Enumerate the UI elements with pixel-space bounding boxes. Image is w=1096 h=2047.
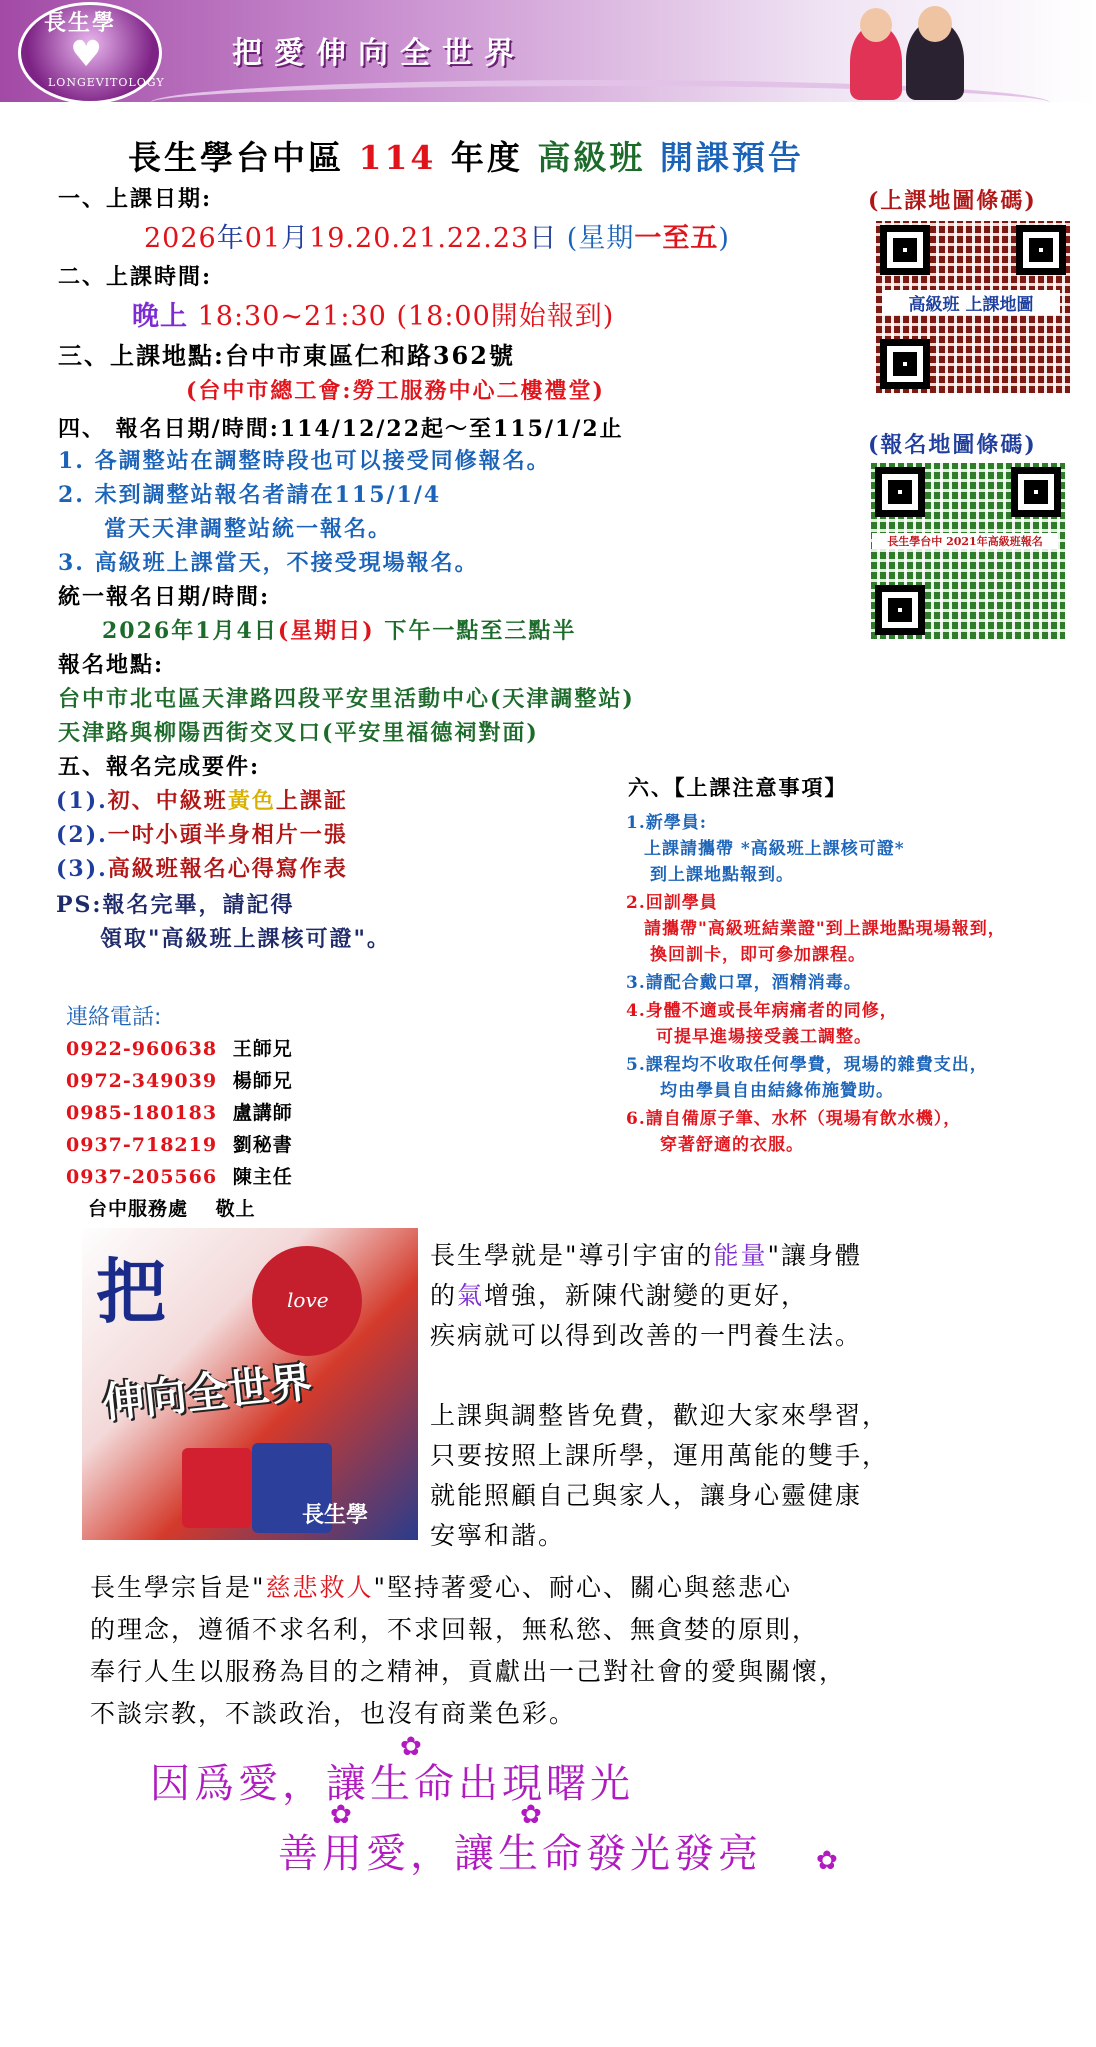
intro-line-3: 疾病就可以得到改善的一門養生法。 <box>430 1321 863 1350</box>
section-signup-heading: 四、 報名日期/時間:114/12/22起～至115/1/2止 <box>58 416 624 442</box>
signup-item-2b: 當天天津調整站統一報名。 <box>104 516 393 542</box>
requirement-2: (2).一吋小頭半身相片一張 <box>56 822 348 848</box>
note-1c: 到上課地點報到。 <box>650 865 794 885</box>
unified-signup-time: 2026年1月4日(星期日) 下午一點至三點半 <box>102 618 577 644</box>
contact-row: 0985-180183 盧講師 <box>66 1102 293 1124</box>
map-qr-heading: (上課地圖條碼) <box>868 188 1037 214</box>
logo-title: 長生學 <box>44 10 117 36</box>
signup-place-1: 台中市北屯區天津路四段平安里活動中心(天津調整站) <box>58 686 635 712</box>
candle-icon <box>182 1448 252 1528</box>
flower-icon: ✿ <box>400 1732 422 1762</box>
note-2c: 換回訓卡，即可參加課程。 <box>650 945 866 965</box>
signup-item-1: 1. 各調整站在調整時段也可以接受同修報名。 <box>58 448 551 474</box>
contact-row: 0937-205566 陳主任 <box>66 1166 293 1188</box>
intro-line-6: 就能照顧自己與家人，讓身心靈健康 <box>430 1481 863 1510</box>
love-char: 把 <box>96 1250 166 1333</box>
note-6b: 穿著舒適的衣服。 <box>660 1135 804 1155</box>
flower-icon: ✿ <box>330 1800 352 1830</box>
class-time: 晚上 18:30~21:30 (18:00開始報到) <box>132 301 615 332</box>
intro-line-7: 安寧和諧。 <box>430 1521 566 1550</box>
contacts-heading: 連絡電話: <box>66 1005 162 1030</box>
mission-line-4: 不談宗教，不談政治，也沒有商業色彩。 <box>90 1699 577 1728</box>
intro-line-4: 上課與調整皆免費，歡迎大家來學習， <box>430 1401 890 1430</box>
signup-qr-code[interactable] <box>868 460 1068 642</box>
note-6: 6.請自備原子筆、水杯（現場有飲水機）， <box>626 1109 962 1129</box>
logo-subtitle: LONGEVITOLOGY <box>48 76 165 89</box>
section-date-heading: 一、上課日期: <box>58 186 213 212</box>
signup-item-2: 2. 未到調整站報名者請在115/1/4 <box>58 482 442 508</box>
section-venue-heading: 三、上課地點:台中市東區仁和路362號 <box>58 341 515 370</box>
signup-qr-heading: (報名地圖條碼) <box>868 432 1037 458</box>
unified-signup-heading: 統一報名日期/時間: <box>58 584 271 610</box>
ps-note-1: PS:報名完畢，請記得 <box>56 892 295 918</box>
signup-place-heading: 報名地點: <box>58 652 165 678</box>
qr-finder-icon <box>880 225 930 275</box>
note-4: 4.身體不適或長年病痛者的同修， <box>626 1001 898 1021</box>
note-3: 3.請配合戴口罩，酒精消毒。 <box>626 973 862 993</box>
qr-finder-icon <box>1016 225 1066 275</box>
section-requirements-heading: 五、報名完成要件: <box>58 754 261 780</box>
qr-finder-icon <box>875 585 925 635</box>
requirement-1: (1).初、中級班黃色上課証 <box>56 788 348 814</box>
qr-finder-icon <box>1011 467 1061 517</box>
slogan-line-2: 善用愛，讓生命發光發亮 <box>278 1831 762 1877</box>
map-qr-label: 高級班 上課地圖 <box>882 290 1060 315</box>
venue-detail: (台中市總工會:勞工服務中心二樓禮堂) <box>186 378 605 404</box>
note-4b: 可提早進場接受義工調整。 <box>656 1027 872 1047</box>
signup-place-2: 天津路與柳陽西街交叉口(平安里福德祠對面) <box>58 720 539 746</box>
mission-line-3: 奉行人生以服務為目的之精神，貢獻出一己對社會的愛與關懷， <box>90 1657 847 1686</box>
love-illustration <box>82 1228 418 1540</box>
contact-row: 0937-718219 劉秘書 <box>66 1134 293 1156</box>
intro-line-5: 只要按照上課所學，運用萬能的雙手， <box>430 1441 890 1470</box>
section-notes-heading: 六、【上課注意事項】 <box>628 775 848 800</box>
heart-icon: ♥ <box>70 34 103 75</box>
slogan-line-1: 因爲愛，讓生命出現曙光 <box>150 1761 634 1807</box>
note-5b: 均由學員自由結緣佈施贊助。 <box>660 1081 894 1101</box>
love-word: love <box>287 1288 329 1312</box>
banner-slogan: 把愛伸向全世界 <box>232 36 526 71</box>
qr-finder-icon <box>875 467 925 517</box>
contact-row: 0972-349039 楊師兄 <box>66 1070 293 1092</box>
note-2b: 請攜帶"高級班結業證"到上課地點現場報到， <box>644 919 1006 939</box>
section-time-heading: 二、上課時間: <box>58 264 213 290</box>
mission-line-2: 的理念，遵循不求名利，不求回報，無私慾、無貪婪的原則， <box>90 1615 820 1644</box>
note-2: 2.回訓學員 <box>626 893 718 913</box>
contacts-signature: 台中服務處 敬上 <box>88 1198 256 1220</box>
mission-line-1: 長生學宗旨是"慈悲救人"堅持著愛心、耐心、關心與慈悲心 <box>90 1573 793 1602</box>
note-5: 5.課程均不收取任何學費，現場的雜費支出， <box>626 1055 988 1075</box>
person-woman-head <box>860 8 892 42</box>
ps-note-2: 領取"高級班上課核可證"。 <box>100 926 391 952</box>
love-slogan: 伸向全世界 <box>100 1357 315 1428</box>
qr-finder-icon <box>880 339 930 389</box>
intro-line-2: 的氣增強，新陳代謝變的更好， <box>430 1281 809 1310</box>
couple-photo <box>850 6 970 100</box>
signup-qr-label: 長生學台中 2021年高級班報名 <box>872 533 1058 549</box>
note-1b: 上課請攜帶 *高級班上課核可證* <box>644 839 905 859</box>
intro-line-1: 長生學就是"導引宇宙的能量"讓身體 <box>430 1241 863 1270</box>
contact-row: 0922-960638 王師兄 <box>66 1038 293 1060</box>
signup-item-3: 3. 高級班上課當天，不接受現場報名。 <box>58 550 479 576</box>
flower-icon: ✿ <box>816 1846 838 1876</box>
note-1: 1.新學員: <box>626 813 708 833</box>
person-man-head <box>918 6 952 42</box>
love-brand: 長生學 <box>302 1502 369 1528</box>
requirement-3: (3).高級班報名心得寫作表 <box>56 856 348 882</box>
class-dates: 2026年01月19.20.21.22.23日 (星期一至五) <box>144 223 730 254</box>
page-title: 長生學台中區 114 年度 高級班 開課預告 <box>128 138 804 177</box>
flower-icon: ✿ <box>520 1800 542 1830</box>
